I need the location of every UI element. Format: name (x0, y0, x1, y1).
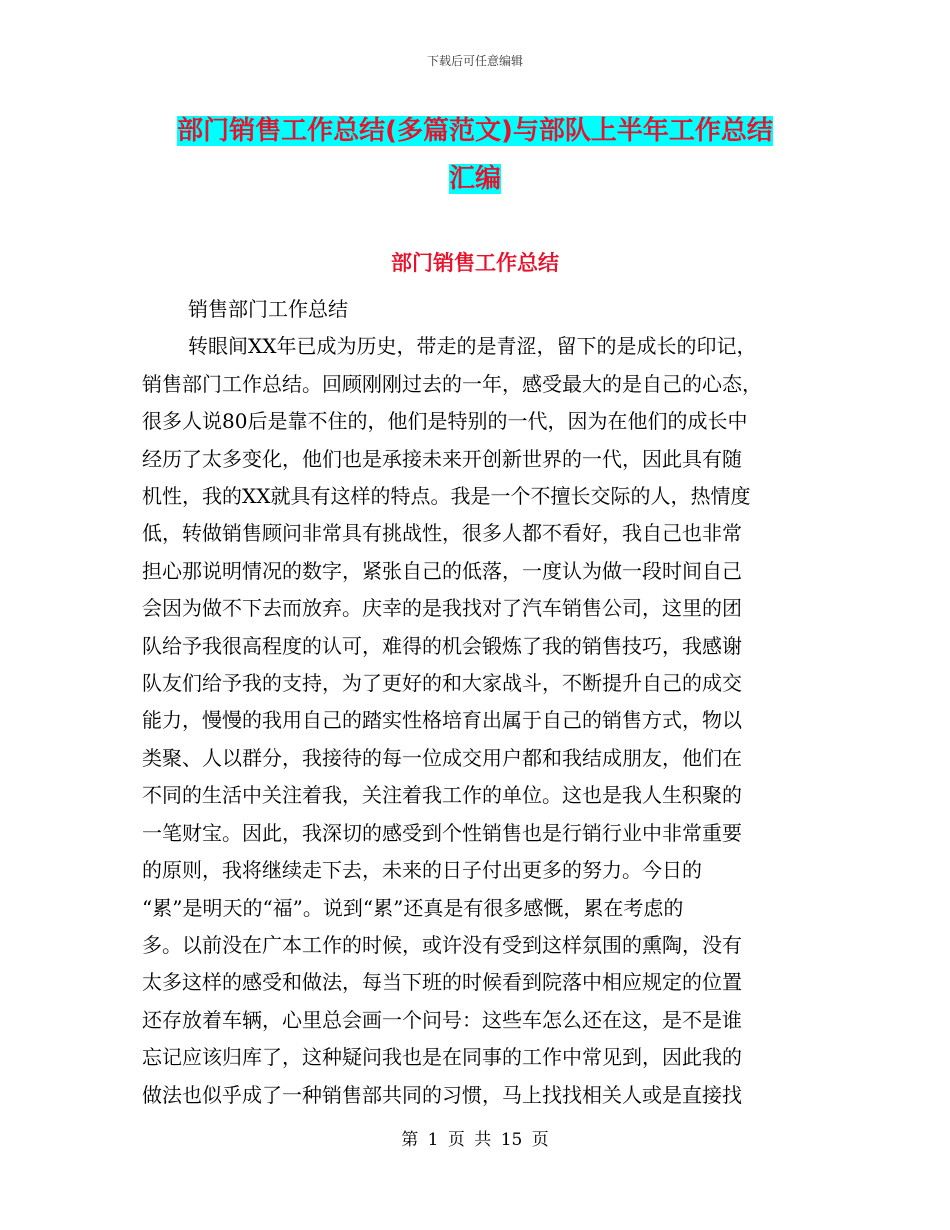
text-line: 队给予我很高程度的认可，难得的机会锻炼了我的销售技巧，我感谢 (142, 633, 742, 658)
section-title: 部门销售工作总结 (391, 251, 559, 275)
text-line: 多。以前没在广本工作的时候，或许没有受到这样氛围的熏陶，没有 (142, 932, 742, 957)
text-line: 还存放着车辆，心里总会画一个问号：这些车怎么还在这，是不是谁 (142, 1007, 742, 1032)
subheading: 销售部门工作总结 (188, 297, 348, 321)
text-line: 队友们给予我的支持，为了更好的和大家战斗，不断提升自己的成交 (142, 671, 742, 696)
body-text (142, 291, 812, 1114)
text-line: 低，转做销售顾问非常具有挑战性，很多人都不看好，我自己也非常 (142, 521, 742, 546)
page-header: 下载后可任意编辑 (426, 54, 523, 68)
text-line: 转眼间XX年已成为历史，带走的是青涩，留下的是成长的印记， (188, 334, 757, 359)
text-line: 担心那说明情况的数字，紧张自己的低落，一度认为做一段时间自己 (142, 558, 742, 583)
text-line: 能力，慢慢的我用自己的踏实性格培育出属于自己的销售方式，物以 (142, 708, 742, 733)
text-line: 类聚、人以群分，我接待的每一位成交用户都和我结成朋友，他们在 (142, 745, 742, 770)
text-line: 做法也似乎成了一种销售部共同的习惯，马上找找相关人或是直接找 (142, 1082, 742, 1107)
text-line: 太多这样的感受和做法，每当下班的时候看到院落中相应规定的位置 (142, 970, 742, 995)
text-line: 忘记应该归库了，这种疑问我也是在同事的工作中常见到，因此我的 (142, 1045, 742, 1070)
text-line: 会因为做不下去而放弃。庆幸的是我找对了汽车销售公司，这里的团 (142, 596, 742, 621)
text-line: 的原则，我将继续走下去，未来的日子付出更多的努力。今日的 (142, 858, 702, 883)
text-line: 很多人说80后是靠不住的，他们是特别的一代，因为在他们的成长中 (142, 409, 748, 434)
text-line: 一笔财宝。因此，我深切的感受到个性销售也是行销行业中非常重要 (142, 820, 742, 845)
text-line: 销售部门工作总结。回顾刚刚过去的一年，感受最大的是自己的心态， (142, 371, 762, 396)
page-footer: 第 1 页 共 15 页 (401, 1130, 549, 1150)
text-line: 不同的生活中关注着我，关注着我工作的单位。这也是我人生积聚的 (142, 783, 742, 808)
document-title (0, 107, 950, 203)
title-line-1: 部门销售工作总结(多篇范文)与部队上半年工作总结 (177, 116, 773, 146)
text-line: 机性，我的XX就具有这样的特点。我是一个不擅长交际的人，热情度 (142, 484, 751, 509)
title-line-2: 汇编 (448, 164, 501, 194)
text-line: “累”是明天的“福”。说到“累”还真是有很多感慨，累在考虑的 (142, 895, 684, 920)
text-line: 经历了太多变化，他们也是承接未来开创新世界的一代，因此具有随 (142, 446, 742, 471)
